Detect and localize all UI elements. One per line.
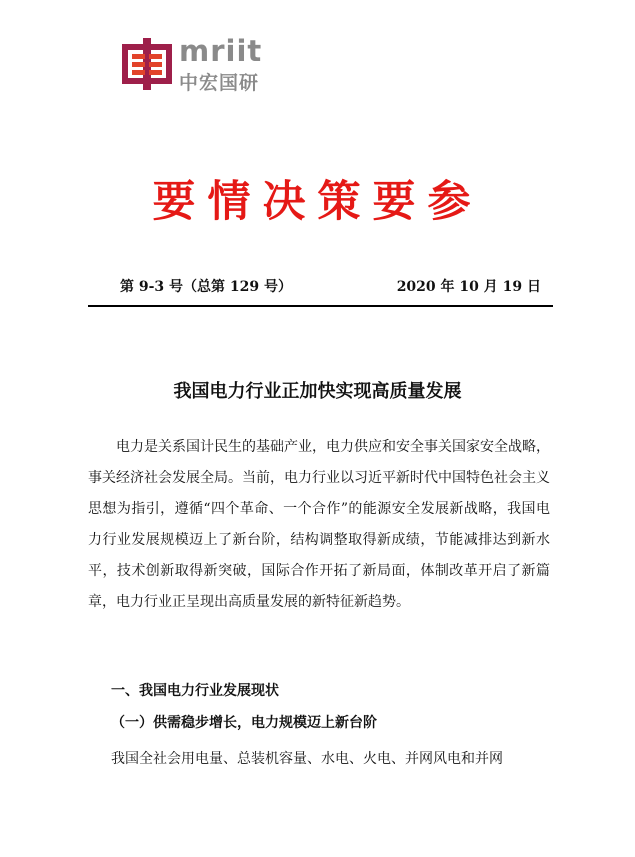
logo-text-cn: 中宏国研 xyxy=(179,72,260,94)
logo-text-en: mriit xyxy=(179,34,263,68)
mriit-logo-icon xyxy=(122,38,172,90)
issue-number: 第 9-3 号（总第 129 号） xyxy=(120,279,293,295)
body-paragraph: 我国全社会用电量、总装机容量、水电、火电、并网风电和并网 xyxy=(111,751,503,767)
section-heading: 一、我国电力行业发展现状 xyxy=(111,683,279,699)
logo xyxy=(122,36,268,92)
article-title: 我国电力行业正加快实现高质量发展 xyxy=(173,381,462,402)
issue-date: 2020 年 10 月 19 日 xyxy=(396,279,541,295)
intro-paragraph: 电力是关系国计民生的基础产业，电力供应和安全事关国家安全战略，事关经济社会发展全局。当前，电力行业以习近平新时代中国特色社会主义思想为指引，遵循“四个革命、一个合作”的能源安全发展新战略，我国电力行业发展规模迈上了新台阶，结构调整取得新成绩，节能减排达到新水平，技术创新取得新突破，国际合作开拓了新局面，体制改革开启了新篇章，电力行业正呈现出高质量发展的新特征新趋势。 xyxy=(88,439,550,610)
subsection-heading: （一）供需稳步增长，电力规模迈上新台阶 xyxy=(111,715,377,731)
publication-title: 要情决策要参 xyxy=(152,177,483,227)
header-divider xyxy=(88,305,553,307)
